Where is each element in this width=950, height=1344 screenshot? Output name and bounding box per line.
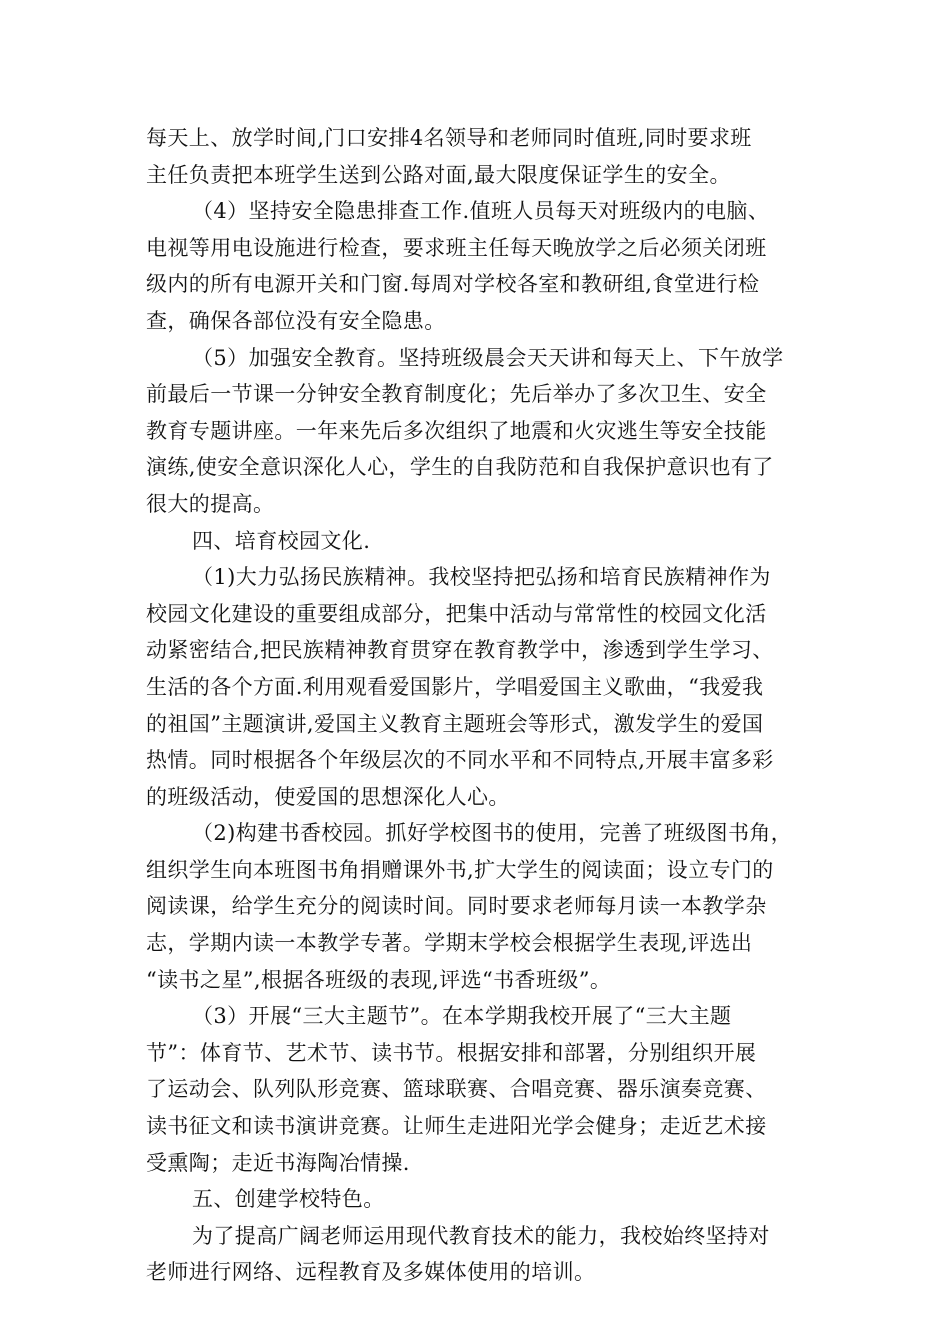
text-line: 前最后一节课一分钟安全教育制度化；先后举办了多次卫生、安全 xyxy=(146,382,767,407)
text-line: 五、创建学校特色。 xyxy=(192,1187,385,1212)
text-line: 四、培育校园文化. xyxy=(192,528,371,553)
text-line: 级内的所有电源开关和门窗.每周对学校各室和教研组,食堂进行检 xyxy=(146,272,760,297)
text-line: 的班级活动，使爱国的思想深化人心。 xyxy=(146,784,510,809)
text-line: （5）加强安全教育。坚持班级晨会天天讲和每天上、下午放学 xyxy=(192,345,784,370)
text-line: 电视等用电设施进行检查，要求班主任每天晚放学之后必须关闭班 xyxy=(146,235,767,260)
text-line: 受熏陶；走近书海陶冶情操. xyxy=(146,1150,410,1175)
text-line: 节”：体育节、艺术节、读书节。根据安排和部署，分别组织开展 xyxy=(146,1040,757,1065)
text-line: 主任负责把本班学生送到公路对面,最大限度保证学生的安全。 xyxy=(146,162,731,187)
text-line: 查，确保各部位没有安全隐患。 xyxy=(146,308,446,333)
text-line: 为了提高广阔老师运用现代教育技术的能力，我校始终坚持对 xyxy=(192,1223,770,1248)
document-body xyxy=(146,120,810,1291)
text-line: 很大的提高。 xyxy=(146,491,275,516)
text-line: 校园文化建设的重要组成部分，把集中活动与常常性的校园文化活 xyxy=(146,601,767,626)
text-line: 阅读课，给学生充分的阅读时间。同时要求老师每月读一本教学杂 xyxy=(146,894,767,919)
text-line: 热情。同时根据各个年级层次的不同水平和不同特点,开展丰富多彩 xyxy=(146,748,774,773)
text-line: “读书之星”,根据各班级的表现,评选“书香班级”。 xyxy=(146,967,612,992)
text-line: 读书征文和读书演讲竞赛。让师生走进阳光学会健身；走近艺术接 xyxy=(146,1114,767,1139)
text-line: 演练,使安全意识深化人心，学生的自我防范和自我保护意识也有了 xyxy=(146,455,774,480)
text-line: 志，学期内读一本教学专著。学期末学校会根据学生表现,评选出 xyxy=(146,931,753,956)
text-line: （1)大力弘扬民族精神。我校坚持把弘扬和培育民族精神作为 xyxy=(192,565,771,590)
text-line: 生活的各个方面.利用观看爱国影片，学唱爱国主义歌曲，“我爱我 xyxy=(146,674,764,699)
text-line: （4）坚持安全隐患排查工作.值班人员每天对班级内的电脑、 xyxy=(192,199,770,224)
text-line: 每天上、放学时间,门口安排4名领导和老师同时值班,同时要求班 xyxy=(146,126,752,150)
text-line: 教育专题讲座。一年来先后多次组织了地震和火灾逃生等安全技能 xyxy=(146,418,767,443)
text-line: 组织学生向本班图书角捐赠课外书,扩大学生的阅读面；设立专门的 xyxy=(146,857,774,882)
text-line: 的祖国”主题演讲,爱国主义教育主题班会等形式，激发学生的爱国 xyxy=(146,711,764,736)
text-line: 了运动会、队列队形竞赛、篮球联赛、合唱竞赛、器乐演奏竞赛、 xyxy=(146,1077,767,1102)
text-line: 动紧密结合,把民族精神教育贯穿在教育教学中，渗透到学生学习、 xyxy=(146,638,774,663)
text-line: （3）开展“三大主题节”。在本学期我校开展了“三大主题 xyxy=(192,1004,732,1029)
text-line: （2)构建书香校园。抓好学校图书的使用，完善了班级图书角， xyxy=(192,821,793,846)
text-line: 老师进行网络、远程教育及多媒体使用的培训。 xyxy=(146,1260,596,1285)
